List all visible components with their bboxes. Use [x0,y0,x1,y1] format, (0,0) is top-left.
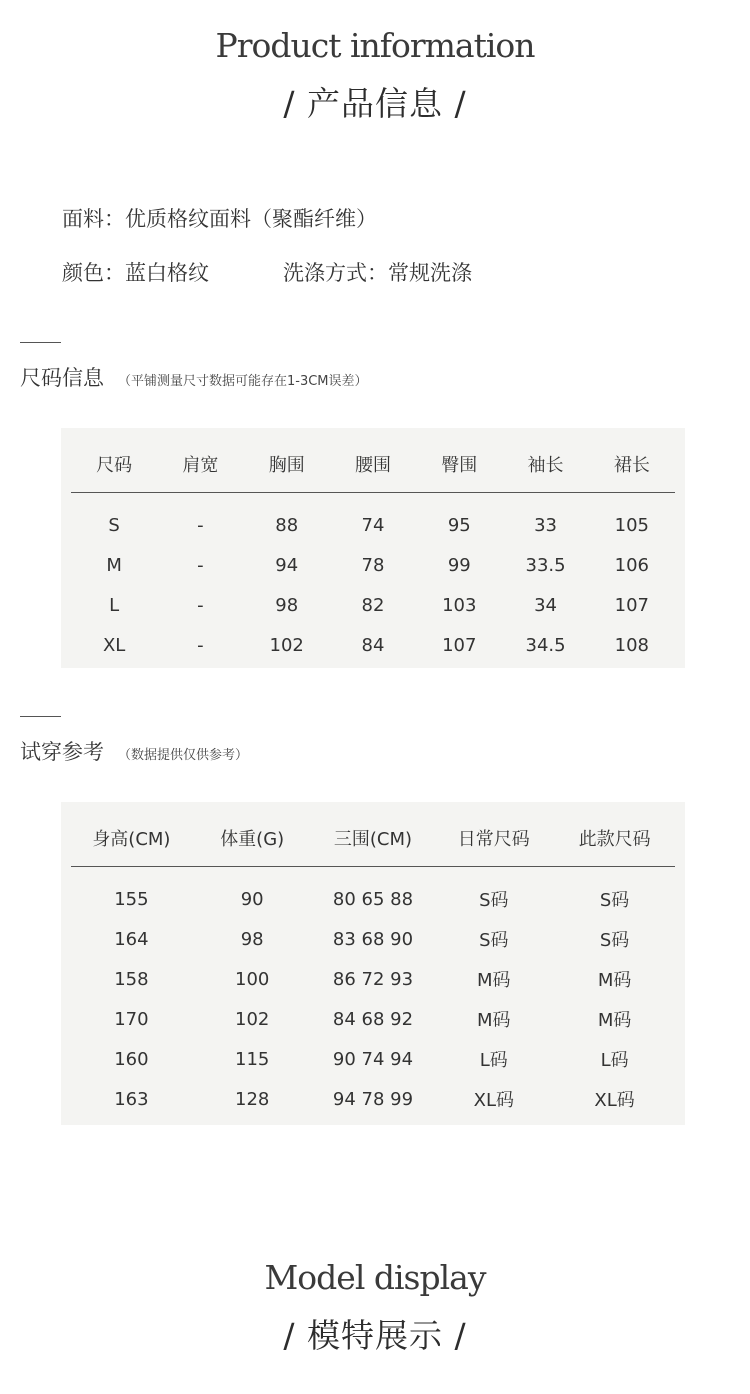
table-cell: 128 [235,1088,270,1110]
table-cell: 84 68 92 [332,1008,414,1030]
table-row [71,545,675,585]
table-cell: S码 [599,890,630,911]
size-col-header: 尺码 [71,436,157,493]
tryon-col-header: 身高(CM) [71,810,192,867]
product-information-cn-title: / 产品信息 / [283,84,467,123]
table-cell: 107 [614,594,650,616]
tryon-col-header: 日常尺码 [433,810,554,867]
table-cell: 74 [361,514,385,536]
color-wash-info [62,257,472,287]
color-info: 颜色：蓝白格纹 [62,261,209,285]
fabric-info: 面料：优质格纹面料（聚酯纤维） [62,207,377,231]
table-cell: 34.5 [525,634,566,656]
size-col-header: 臀围 [416,436,502,493]
table-cell: S码 [479,930,509,951]
table-cell: XL码 [594,1090,635,1111]
table-cell: L码 [600,1050,629,1071]
size-section-title: 尺码信息 [20,366,104,390]
table-cell: XL [102,634,126,656]
table-cell: 107 [442,634,477,656]
size-col-header: 裙长 [589,436,675,493]
table-cell: 86 72 93 [332,968,414,990]
table-cell: 98 [275,594,299,616]
table-cell: 105 [614,514,650,536]
table-row [71,959,675,999]
table-cell: 170 [114,1008,149,1030]
table-cell: 80 65 88 [332,888,414,910]
tryon-col-header: 此款尺码 [554,810,675,867]
table-cell: 34 [534,594,557,616]
table-cell: XL码 [473,1090,514,1111]
size-section-note: （平铺测量尺寸数据可能存在1-3CM误差） [118,374,368,389]
table-cell: - [197,514,204,536]
table-row [71,625,675,665]
size-table-header-row [71,436,675,493]
table-cell: M码 [597,970,632,991]
table-cell: - [197,634,204,656]
table-cell: S码 [599,930,630,951]
table-cell: S码 [479,890,509,911]
table-cell: 164 [114,928,149,950]
size-col-header: 腰围 [330,436,416,493]
table-cell: M码 [477,1010,511,1031]
table-row [71,505,675,545]
tryon-section-divider [20,716,61,717]
table-cell: 108 [614,634,650,656]
table-row [71,999,675,1039]
tryon-table-header-row [71,810,675,867]
table-cell: L [109,594,120,616]
table-cell: 78 [361,554,385,576]
table-cell: 160 [114,1048,149,1070]
table-cell: 99 [447,554,471,576]
table-cell: 163 [114,1088,149,1110]
table-cell: 98 [240,928,264,950]
table-row [71,879,675,919]
table-cell: 33.5 [525,554,566,576]
table-cell: 100 [235,968,270,990]
size-section-divider [20,342,61,343]
model-display-title: Model display [264,1258,486,1297]
table-cell: 103 [442,594,477,616]
table-cell: 158 [114,968,149,990]
table-cell: L码 [479,1050,508,1071]
size-col-header: 肩宽 [157,436,243,493]
tryon-section-title: 试穿参考 [20,740,104,764]
table-cell: M码 [597,1010,632,1031]
table-cell: 33 [534,514,557,536]
tryon-table-box [61,802,685,1125]
wash-info: 洗涤方式：常规洗涤 [283,261,472,285]
tryon-section-heading [20,736,248,766]
size-table [71,436,675,665]
size-section-heading [20,362,368,392]
table-row [71,1079,675,1119]
table-cell: 102 [235,1008,270,1030]
table-cell: 106 [614,554,650,576]
table-cell: M [106,554,122,576]
size-table-box [61,428,685,668]
table-cell: 94 78 99 [332,1088,414,1110]
tryon-section-note: （数据提供仅供参考） [118,748,249,763]
table-row [71,1039,675,1079]
table-cell: 82 [361,594,385,616]
table-cell: M码 [477,970,511,991]
table-cell: 95 [447,514,471,536]
table-cell: S [108,514,120,536]
tryon-table [71,810,675,1119]
table-cell: 94 [275,554,299,576]
table-row [71,585,675,625]
table-cell: 84 [361,634,385,656]
model-display-cn-title: / 模特展示 / [283,1316,467,1355]
size-col-header: 胸围 [244,436,330,493]
table-cell: 155 [114,888,149,910]
table-cell: 90 [240,888,264,910]
table-cell: 115 [235,1048,270,1070]
tryon-col-header: 三围(CM) [313,810,434,867]
table-cell: - [197,554,204,576]
table-cell: 102 [269,634,304,656]
table-row [71,919,675,959]
table-cell: 90 74 94 [332,1048,414,1070]
table-cell: 83 68 90 [332,928,414,950]
size-col-header: 袖长 [502,436,588,493]
table-cell: 88 [275,514,299,536]
product-information-title: Product information [215,26,535,65]
table-cell: - [197,594,204,616]
tryon-col-header: 体重(G) [192,810,313,867]
